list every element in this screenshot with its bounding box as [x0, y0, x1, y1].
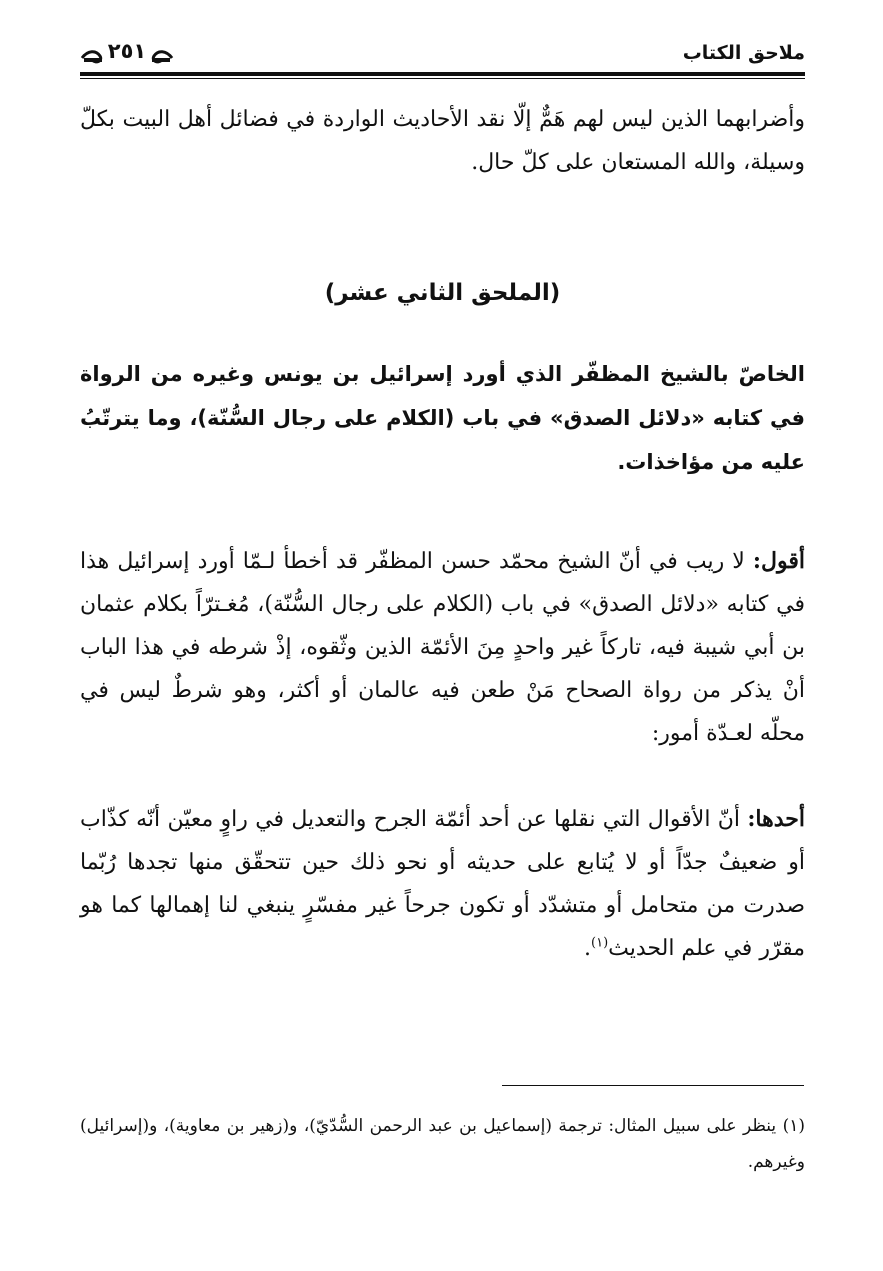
paragraph-2-text: أنّ الأقوال التي نقلها عن أحد أئمّة الجرح والتعديل في راوٍ معيّن أنّه كذّاب أو ضعيفٌ جدّاً أو لا يُتابع على حديثه أو نحو ذلك حين تتحقّق منها تجدها رُبّما صدرت من متحامل أو متشدّد أو تكون جرحاً غير مفسّرٍ ينبغي لنا إهمالها كما هو مقرّر في علم الحديث	[80, 807, 805, 961]
section-heading: (الملحق الثاني عشر)	[324, 280, 561, 306]
page-number-ornament	[80, 36, 174, 68]
paragraph-2-lead: أحدها:	[747, 806, 805, 832]
page-number: ٢٥١	[107, 39, 147, 63]
paragraph-2-end: .	[584, 936, 591, 961]
page-header	[80, 36, 805, 80]
footnote-text: ينظر على سبيل المثال: ترجمة (إسماعيل بن عبد الرحمن السُّدّيّ)، و(زهير بن معاوية)، و(إسرائيل) وغيرهم.	[80, 1116, 805, 1172]
paragraph-2	[80, 798, 805, 970]
paragraph-1-text: لا ريب في أنّ الشيخ محمّد حسن المظفّر قد أخطأ لـمّا أورد إسرائيل هذا في كتابه «دلائل الصدق» في باب (الكلام على رجال السُّنّة)، مُغـترّاً بكلام عثمان بن أبي شيبة فيه، تاركاً غير واحدٍ مِنَ الأئمّة الذين وثّقوه، إذْ شرطه في هذا الباب أنْ يذكر من رواة الصحاح مَنْ طعن فيه عالمان أو أكثر، وهو شرطٌ ليس في محلّه لعـدّة أمور:	[80, 549, 805, 746]
footnote	[80, 1108, 805, 1180]
footnote-number: (١)	[782, 1116, 805, 1136]
header-rule	[80, 72, 805, 79]
paragraph-1-lead: أقول:	[752, 548, 805, 574]
running-title: ملاحق الكتاب	[682, 42, 805, 64]
section-subtitle: الخاصّ بالشيخ المظفّر الذي أورد إسرائيل بن يونس وغيره من الرواة في كتابه «دلائل الصدق» في باب (الكلام على رجال السُّنّة)، وما يترتّبُ عليه من مؤاخذات.	[80, 362, 805, 474]
footnote-divider	[502, 1085, 804, 1086]
paragraph-1	[80, 540, 805, 755]
intro-paragraph: وأضرابهما الذين ليس لهم هَمٌّ إلّا نقد الأحاديث الواردة في فضائل أهل البيت بكلّ وسيلة، والله المستعان على كلّ حال.	[80, 107, 805, 175]
footnote-reference[interactable]: (١)	[591, 935, 609, 951]
